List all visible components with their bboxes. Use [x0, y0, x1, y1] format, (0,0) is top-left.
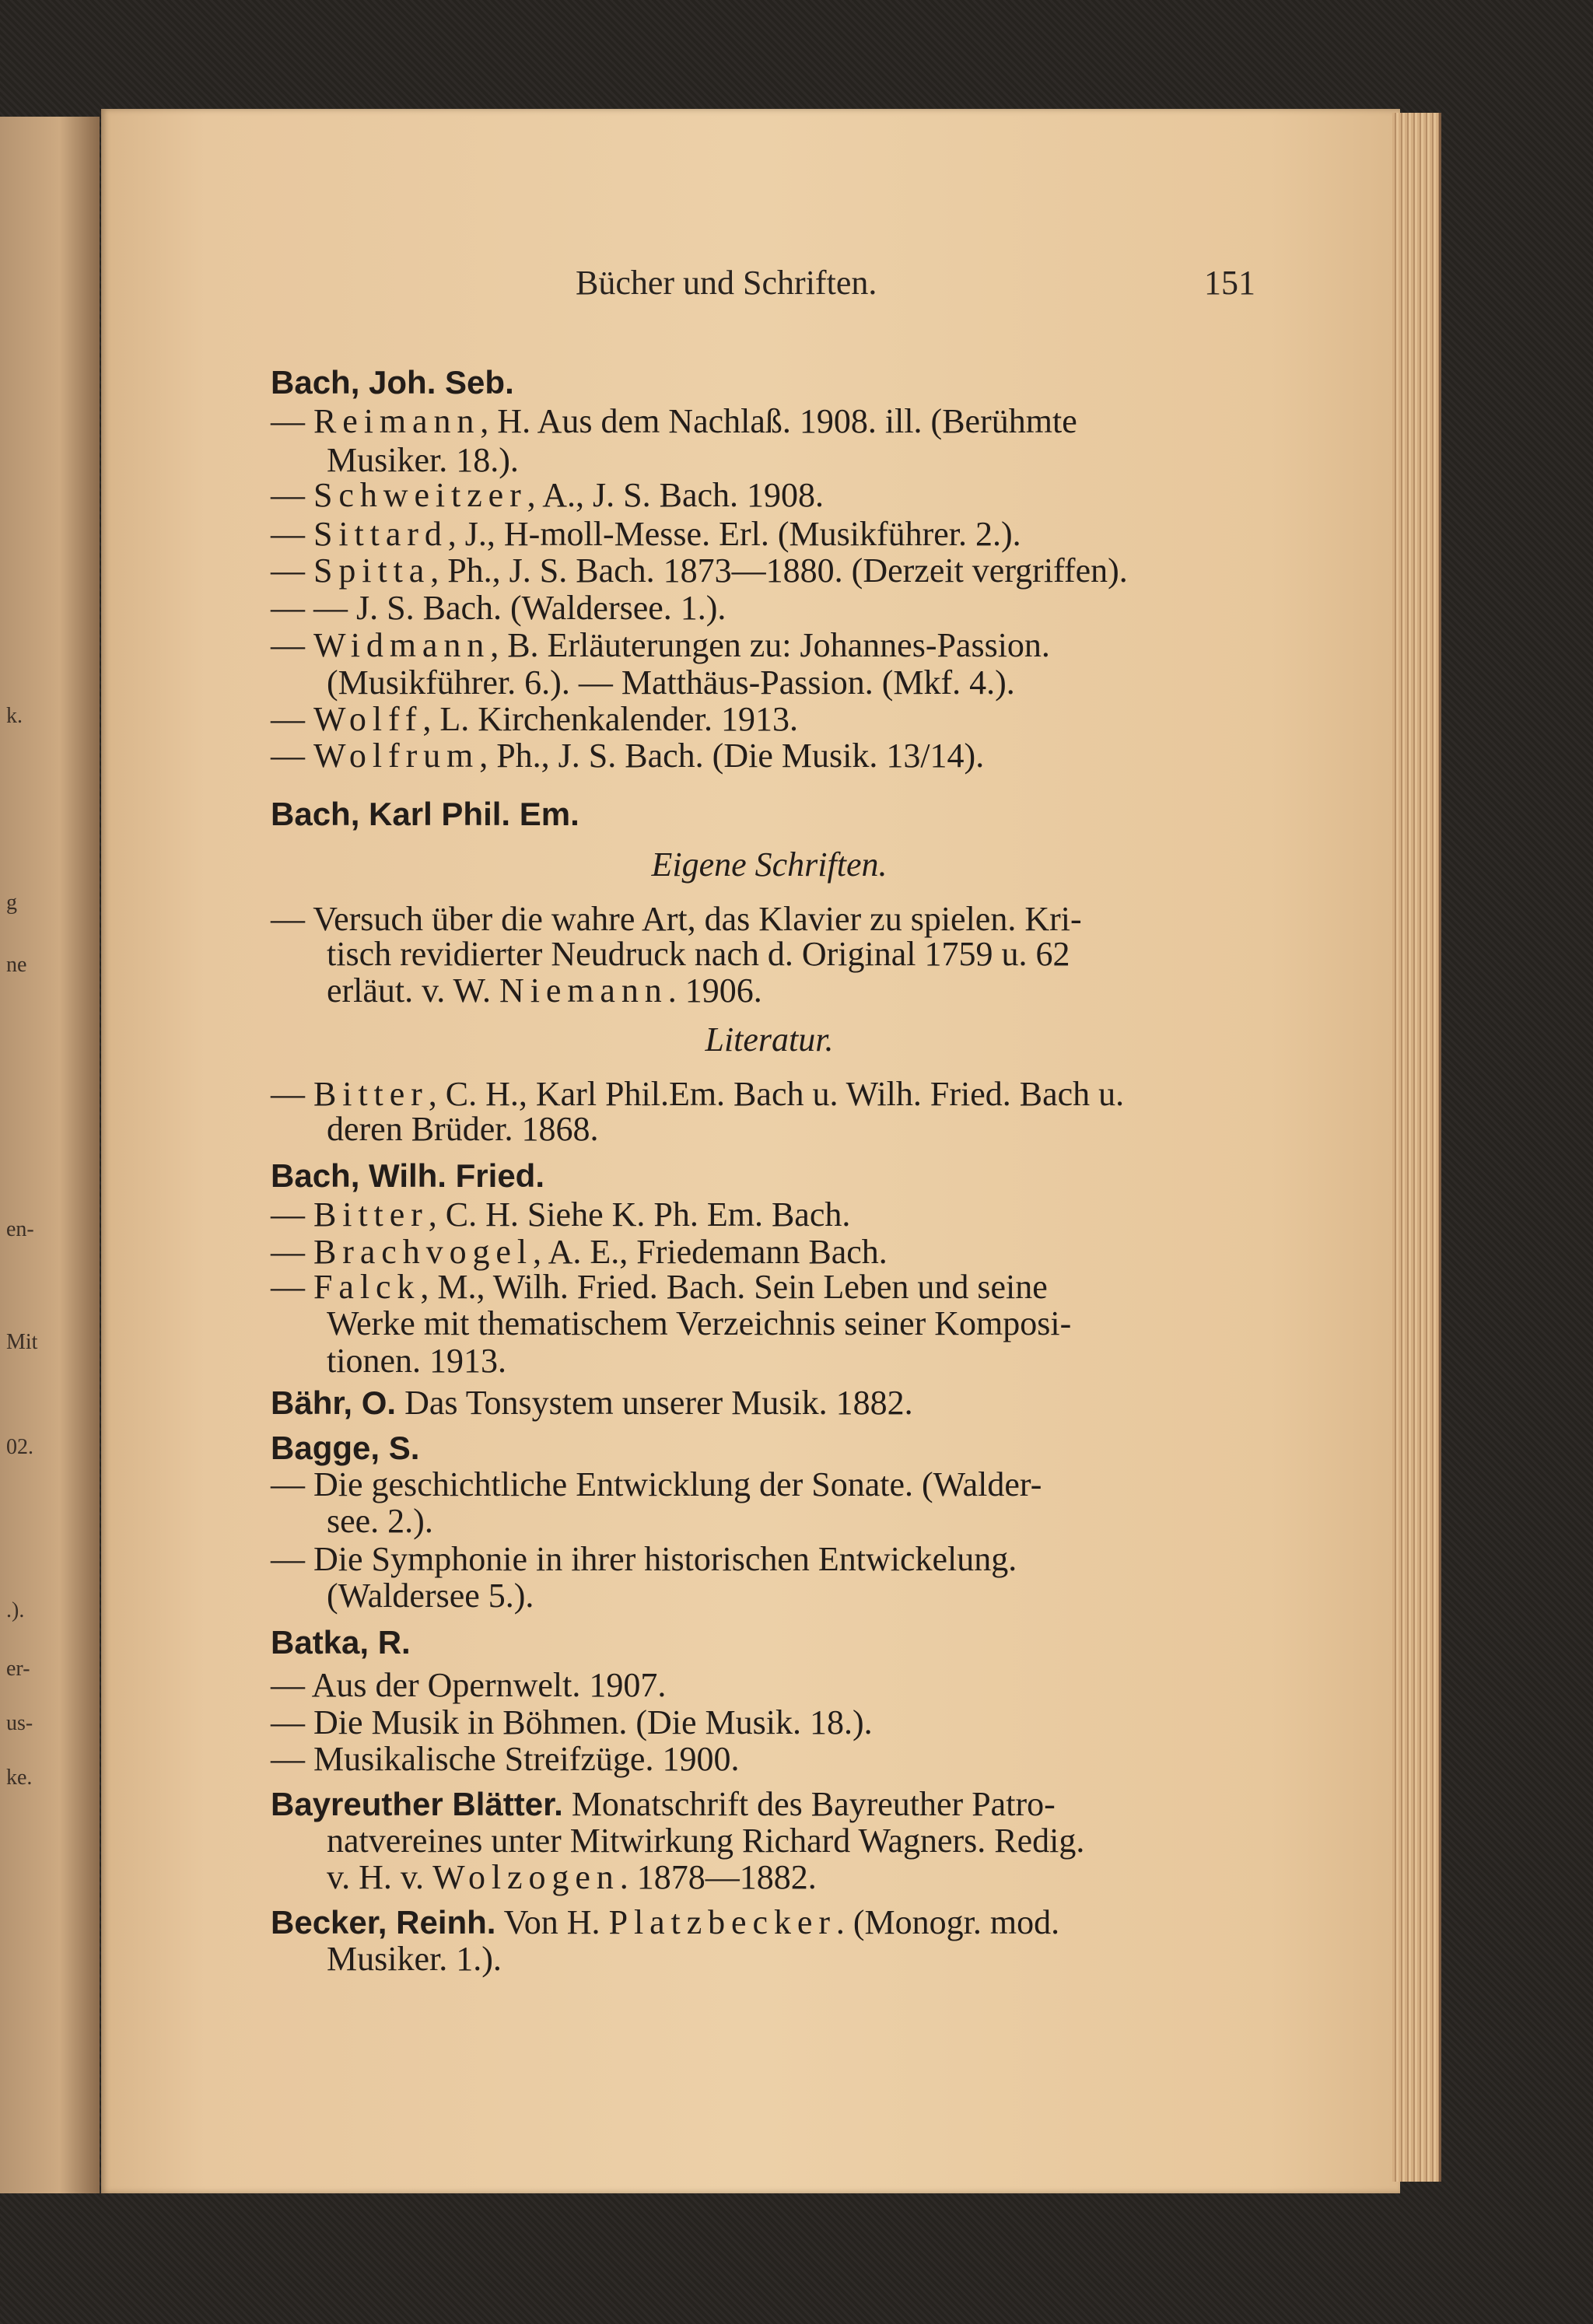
entry-text: —	[271, 551, 313, 590]
entry-line	[271, 1270, 1048, 1304]
entry-text: —	[271, 515, 313, 553]
entry-line	[271, 404, 1077, 439]
left-page-fragment: ke.	[6, 1766, 33, 1790]
entry-line	[271, 1020, 1268, 1059]
entry-line	[271, 1386, 913, 1420]
entry-text: , M., Wilh. Fried. Bach. Sein Leben und seine	[420, 1268, 1048, 1306]
left-page-fragment: 02.	[6, 1435, 33, 1459]
entry-text: — Aus der Opernwelt. 1907.	[271, 1666, 667, 1704]
entry-line	[327, 663, 1015, 702]
author-name: Spitta	[313, 551, 431, 590]
author-name: Wolff	[313, 700, 423, 738]
entry-heading: Bach, Joh. Seb.	[271, 364, 514, 401]
entry-text: , C. H. Siehe K. Ph. Em. Bach.	[428, 1195, 851, 1234]
entry-text: — Die Musik in Böhmen. (Die Musik. 18.).	[271, 1703, 873, 1741]
left-page-fragment: us-	[6, 1711, 33, 1735]
entry-line	[327, 1942, 502, 1976]
entry-line	[271, 591, 726, 625]
author-name: Falck	[313, 1268, 421, 1306]
entry-line	[327, 1579, 534, 1613]
entry-text: , A. E., Friedemann Bach.	[533, 1233, 888, 1271]
author-name: Brachvogel	[313, 1233, 534, 1271]
page-edges	[1392, 113, 1441, 2182]
entry-line	[271, 478, 824, 513]
entry-text: — Musikalische Streifzüge. 1900.	[271, 1740, 740, 1778]
entry-line	[271, 739, 984, 773]
entry-text: (Waldersee 5.).	[327, 1577, 534, 1615]
entry-text: Werke mit thematischem Verzeichnis seiner Komposi-	[327, 1304, 1072, 1342]
entry-line	[271, 1903, 1060, 1941]
entry-heading: Bagge, S.	[271, 1430, 420, 1466]
entry-line	[271, 1235, 888, 1269]
entry-heading: Becker, Reinh.	[271, 1904, 496, 1941]
entry-text: , C. H., Karl Phil.Em. Bach u. Wilh. Fried. Bach u.	[428, 1075, 1125, 1113]
author-name: Reimann	[313, 402, 481, 440]
entry-text: — Versuch über die wahre Art, das Klavier zu spielen. Kri-	[271, 900, 1082, 938]
entry-heading: Bach, Karl Phil. Em.	[271, 796, 579, 832]
entry-line	[271, 702, 798, 737]
entry-text: —	[271, 402, 313, 440]
entry-line	[271, 1159, 544, 1193]
entry-line	[327, 1860, 817, 1895]
author-name: Bitter	[313, 1195, 429, 1234]
entry-line	[327, 1824, 1084, 1858]
entry-line	[271, 797, 579, 831]
entry-line	[327, 937, 1070, 971]
left-page-fragment: er-	[6, 1657, 30, 1681]
entry-text: Das Tonsystem unserer Musik. 1882.	[396, 1384, 913, 1422]
entry-text: natvereines unter Mitwirkung Richard Wagners. Redig.	[327, 1822, 1085, 1860]
entry-text: Monatschrift des Bayreuther Patro-	[562, 1785, 1056, 1823]
entry-text: (Musikführer. 6.). — Matthäus-Passion. (Mkf. 4.).	[327, 663, 1015, 702]
entry-text: — Die Symphonie in ihrer historischen Entwickelung.	[271, 1540, 1017, 1578]
entry-line	[327, 1112, 598, 1146]
entry-line	[271, 1465, 1042, 1503]
entry-text: —	[271, 476, 313, 514]
entry-line	[271, 517, 1021, 551]
entry-line	[271, 366, 514, 400]
left-page-fragment: g	[6, 891, 17, 915]
author-name: Niemann	[499, 971, 668, 1010]
entry-text: Eigene Schriften.	[651, 845, 888, 884]
entry-text: , L. Kirchenkalender. 1913.	[422, 700, 798, 738]
entry-text: tisch revidierter Neudruck nach d. Original 1759 u. 62	[327, 935, 1070, 973]
entry-text: , B. Erläuterungen zu: Johannes-Passion.	[490, 626, 1050, 664]
entry-heading: Batka, R.	[271, 1624, 411, 1661]
entry-line	[327, 443, 519, 478]
entry-text: —	[271, 737, 313, 775]
entry-text: . 1878—1882.	[619, 1858, 817, 1896]
left-page-fragment: ne	[6, 953, 27, 977]
left-page-edge	[0, 117, 100, 2193]
author-name: Schweitzer	[313, 476, 527, 514]
left-page-fragment: en-	[6, 1217, 34, 1241]
entry-text: —	[271, 1268, 313, 1306]
entry-line	[271, 1626, 411, 1660]
entry-line	[271, 1077, 1124, 1111]
entry-text: v. H. v.	[327, 1858, 433, 1896]
entry-heading: Bach, Wilh. Fried.	[271, 1157, 544, 1194]
entry-line	[271, 1703, 873, 1741]
left-page-fragment: k.	[6, 704, 23, 728]
author-name: Sittard	[313, 515, 448, 553]
entry-line	[271, 1787, 1056, 1822]
entry-text: —	[271, 1075, 313, 1113]
entry-line	[271, 1542, 1017, 1577]
entry-text: —	[271, 1195, 313, 1234]
entry-text: , H. Aus dem Nachlaß. 1908. ill. (Berühmte	[480, 402, 1077, 440]
entry-text: Von H.	[495, 1903, 609, 1941]
left-page-fragment: .).	[6, 1598, 25, 1622]
entry-line	[327, 971, 762, 1010]
entry-line	[327, 1504, 433, 1538]
entry-text: see. 2.).	[327, 1502, 433, 1540]
entry-line	[271, 1742, 739, 1776]
entry-text: , J., H-moll-Messe. Erl. (Musikführer. 2.).	[447, 515, 1021, 553]
entry-text: , Ph., J. S. Bach. 1873—1880. (Derzeit vergriffen).	[430, 551, 1128, 590]
entry-text: —	[271, 700, 313, 738]
author-name: Platzbecker	[608, 1903, 836, 1941]
entry-text: , Ph., J. S. Bach. (Die Musik. 13/14).	[479, 737, 985, 775]
author-name: Wolfrum	[313, 737, 480, 775]
entry-line	[271, 628, 1050, 663]
entry-text: — Die geschichtliche Entwicklung der Sonate. (Walder-	[271, 1465, 1042, 1503]
entry-line	[271, 1431, 419, 1465]
author-name: Bitter	[313, 1075, 429, 1113]
entry-text: . 1906.	[667, 971, 762, 1010]
entry-text: , A., J. S. Bach. 1908.	[527, 476, 825, 514]
entry-line	[271, 551, 1128, 590]
entry-text: —	[271, 626, 313, 664]
page-number: 151	[1204, 264, 1255, 302]
entry-text: erläut. v. W.	[327, 971, 499, 1010]
entry-line	[327, 1344, 506, 1378]
entry-line	[271, 1195, 851, 1234]
entry-text: deren Brüder. 1868.	[327, 1110, 599, 1148]
entry-line	[327, 1304, 1072, 1342]
entry-text: tionen. 1913.	[327, 1342, 506, 1380]
entry-text: —	[271, 1233, 313, 1271]
author-name: Wolzogen	[432, 1858, 620, 1896]
entry-line	[271, 1668, 666, 1703]
entry-text: . (Monogr. mod.	[835, 1903, 1060, 1941]
entry-line	[271, 902, 1082, 936]
entry-text: — — J. S. Bach. (Waldersee. 1.).	[271, 589, 726, 627]
left-page-fragment: Mit	[6, 1330, 38, 1354]
entry-heading: Bähr, O.	[271, 1384, 397, 1421]
entry-heading: Bayreuther Blätter.	[271, 1786, 563, 1822]
running-header: Bücher und Schriften.	[576, 264, 877, 302]
entry-text: Literatur.	[705, 1020, 834, 1059]
entry-text: Musiker. 18.).	[327, 441, 519, 479]
entry-text: Musiker. 1.).	[327, 1940, 502, 1978]
author-name: Widmann	[313, 626, 491, 664]
entry-line	[271, 845, 1268, 884]
